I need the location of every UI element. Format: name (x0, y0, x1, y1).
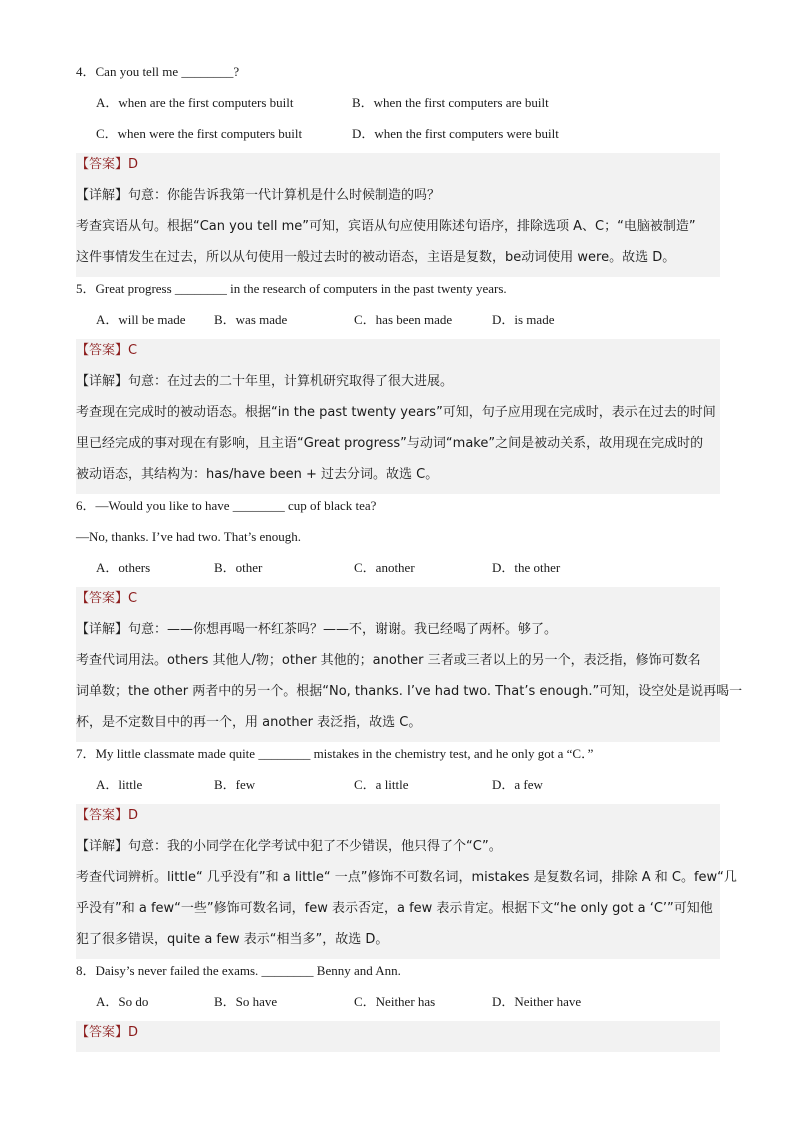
question-4-stem: 4．Can you tell me ________? (76, 64, 240, 79)
option-b: B．was made (214, 312, 288, 327)
option-a: A．others (96, 560, 151, 575)
question-7-stem: 7．My little classmate made quite ________ mistakes in the chemistry test, and he only got a “C．” (76, 746, 594, 761)
question-6-answer: 【答案】C (76, 587, 720, 618)
question-8-options (76, 990, 720, 1021)
question-8-stem: 8．Daisy’s never failed the exams. ________ Benny and Ann. (76, 963, 401, 978)
exercise-page (76, 60, 743, 1052)
question-6-options (76, 556, 720, 587)
question-6-detail-1: 【详解】句意：——你想再喝一杯红茶吗？——不，谢谢。我已经喝了两杯。够了。 (76, 618, 720, 649)
question-5-detail-2: 考查现在完成时的被动语态。根据“in the past twenty years”可知，句子应用现在完成时，表示在过去的时间 (76, 401, 720, 432)
question-6-stem-2: —No, thanks. I’ve had two. That’s enough. (76, 529, 302, 544)
question-4-detail-2: 考查宾语从句。根据“Can you tell me”可知，宾语从句应使用陈述句语序，排除选项 A、C；“电脑被制造” (76, 215, 720, 246)
question-5-detail-3: 里已经完成的事对现在有影响，且主语“Great progress”与动词“make”之间是被动关系，故用现在完成时的 (76, 432, 720, 463)
question-7-detail-2: 考查代词辨析。little“ 几乎没有”和 a little“ 一点”修饰不可数名词，mistakes 是复数名词，排除 A 和 C。few“几 (76, 866, 720, 897)
question-7-detail-3: 乎没有”和 a few“一些”修饰可数名词，few 表示否定，a few 表示肯定。根据下文“he only got a ‘C’”可知他 (76, 897, 720, 928)
option-d: D．a few (492, 777, 543, 792)
question-4-options-row-2 (76, 122, 720, 153)
option-b: B．other (214, 560, 263, 575)
question-6-detail-4: 杯，是不定数目中的再一个，用 another 表泛指，故选 C。 (76, 711, 720, 742)
question-5-detail-1: 【详解】句意：在过去的二十年里，计算机研究取得了很大进展。 (76, 370, 720, 401)
option-c: C．when were the first computers built (96, 126, 303, 141)
option-d: D．the other (492, 560, 561, 575)
option-b: B．So have (214, 994, 278, 1009)
question-5-detail-4: 被动语态，其结构为：has/have been + 过去分词。故选 C。 (76, 463, 720, 494)
question-4-options-row-1 (76, 91, 720, 122)
question-5-answer: 【答案】C (76, 339, 720, 370)
option-a: A．So do (96, 994, 149, 1009)
option-b: B．when the first computers are built (352, 95, 549, 110)
question-6-detail-3: 词单数；the other 两者中的另一个。根据“No, thanks. I’ve had two. That’s enough.”可知，设空处是说再喝一 (76, 680, 720, 711)
question-7-detail-1: 【详解】句意：我的小同学在化学考试中犯了不少错误，他只得了个“C”。 (76, 835, 720, 866)
question-4-detail-1: 【详解】句意：你能告诉我第一代计算机是什么时候制造的吗？ (76, 184, 720, 215)
option-a: A．when are the first computers built (96, 95, 294, 110)
option-b: B．few (214, 777, 256, 792)
question-4-answer: 【答案】D (76, 153, 720, 184)
option-a: A．little (96, 777, 143, 792)
question-4-detail-3: 这件事情发生在过去，所以从句使用一般过去时的被动语态，主语是复数，be动词使用 were。故选 D。 (76, 246, 720, 277)
option-d: D．is made (492, 312, 555, 327)
question-5-options (76, 308, 720, 339)
question-7-answer: 【答案】D (76, 804, 720, 835)
question-5-stem: 5．Great progress ________ in the research of computers in the past twenty years. (76, 281, 507, 296)
option-c: C．another (354, 560, 415, 575)
option-c: C．a little (354, 777, 409, 792)
option-c: C．Neither has (354, 994, 436, 1009)
option-d: D．Neither have (492, 994, 582, 1009)
question-8-answer: 【答案】D (76, 1021, 720, 1052)
option-a: A．will be made (96, 312, 186, 327)
option-c: C．has been made (354, 312, 453, 327)
option-d: D．when the first computers were built (352, 126, 559, 141)
question-7-options (76, 773, 720, 804)
question-7-detail-4: 犯了很多错误，quite a few 表示“相当多”，故选 D。 (76, 928, 720, 959)
question-6-detail-2: 考查代词用法。others 其他人/物；other 其他的；another 三者或三者以上的另一个，表泛指，修饰可数名 (76, 649, 720, 680)
question-6-stem: 6．—Would you like to have ________ cup of black tea? (76, 498, 377, 513)
